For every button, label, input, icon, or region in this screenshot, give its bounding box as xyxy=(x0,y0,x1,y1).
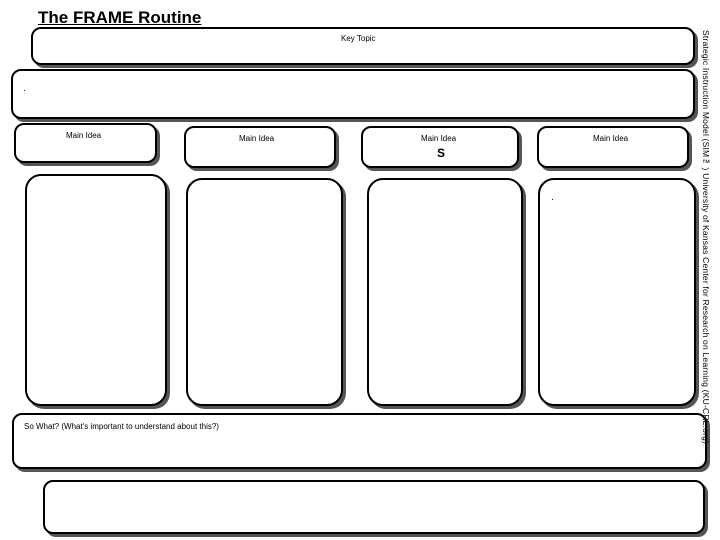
main-idea-box-2[interactable] xyxy=(184,126,336,168)
detail-box-1[interactable] xyxy=(25,174,167,406)
main-idea-box-1[interactable] xyxy=(14,123,157,163)
main-idea-label-3: Main Idea xyxy=(421,134,457,143)
is-about-box[interactable] xyxy=(11,69,695,119)
main-idea-label-4: Main Idea xyxy=(593,134,629,143)
main-idea-box-4[interactable] xyxy=(537,126,689,168)
side-credit: Strategic Instruction Model (SIM™) University of Kansas Center for Research on Learning (KU-CRL.org) xyxy=(701,30,711,445)
detail-box-4-text: . xyxy=(551,192,554,203)
bottom-notes-box[interactable] xyxy=(43,480,705,534)
detail-box-2[interactable] xyxy=(186,178,343,406)
is-about-text: . xyxy=(23,83,26,94)
so-what-box[interactable] xyxy=(12,413,707,469)
key-topic-label: Key Topic xyxy=(341,34,376,43)
so-what-label: So What? (What's important to understand about this?) xyxy=(24,422,219,431)
key-topic-box[interactable] xyxy=(31,27,695,65)
main-idea-box-3[interactable] xyxy=(361,126,519,168)
detail-box-4[interactable] xyxy=(538,178,696,406)
detail-box-3[interactable] xyxy=(367,178,523,406)
page-title: The FRAME Routine xyxy=(38,8,202,27)
main-idea-label-1: Main Idea xyxy=(66,131,102,140)
main-idea-label-2: Main Idea xyxy=(239,134,275,143)
main-idea-marker: S xyxy=(437,146,446,160)
